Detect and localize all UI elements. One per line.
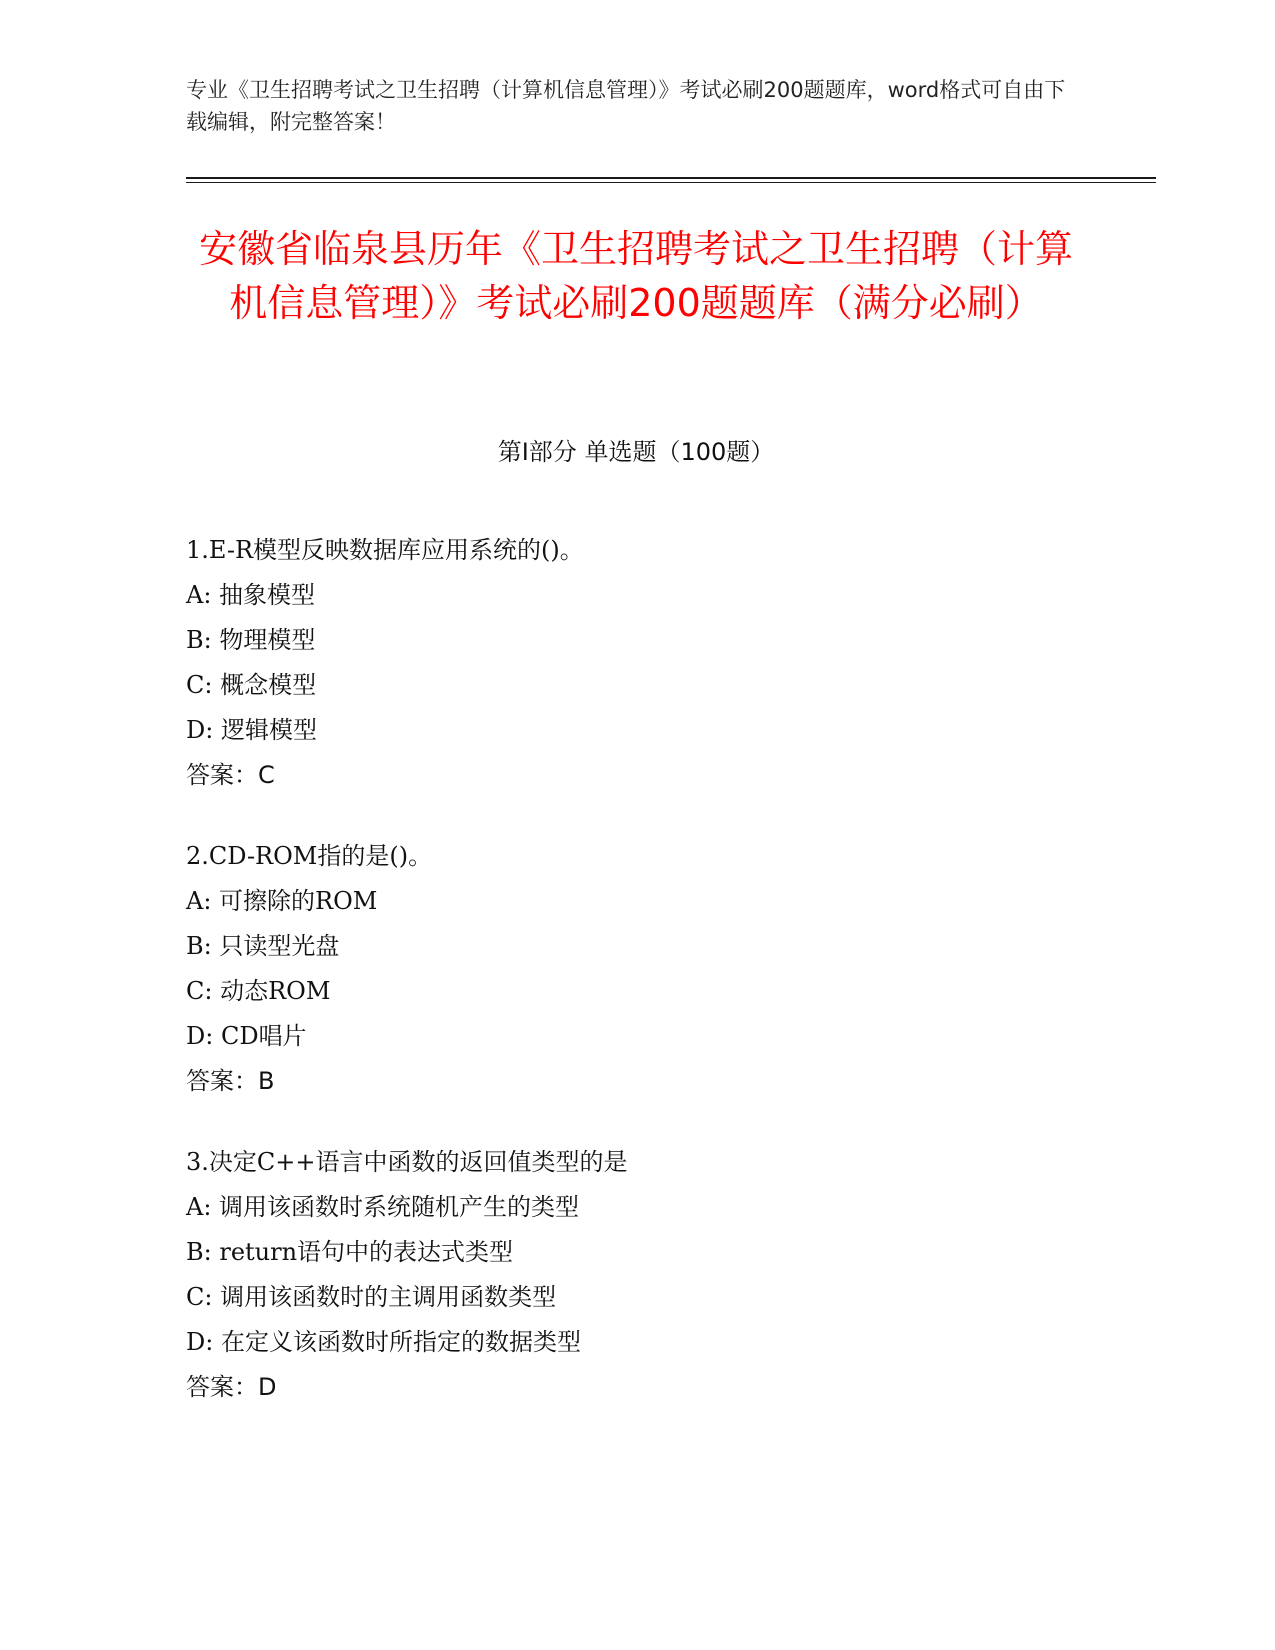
answer: 答案：C: [186, 761, 275, 789]
option-b: B: 物理模型: [186, 626, 316, 654]
document-title: 安徽省临泉县历年《卫生招聘考试之卫生招聘（计算机信息管理）》考试必刷200题题库（满分必刷）: [198, 227, 1073, 325]
answer: 答案：B: [186, 1067, 275, 1095]
question-stem: 2.CD-ROM指的是()。: [186, 842, 433, 870]
option-c: C: 概念模型: [186, 671, 317, 699]
option-d: D: CD唱片: [186, 1022, 307, 1050]
answer: 答案：D: [186, 1373, 277, 1401]
option-c: C: 动态ROM: [186, 977, 331, 1005]
option-d: D: 在定义该函数时所指定的数据类型: [186, 1328, 581, 1356]
option-b: B: 只读型光盘: [186, 932, 340, 960]
question-3: [186, 1140, 1086, 1410]
question-stem: 3.决定C++语言中函数的返回值类型的是: [186, 1148, 628, 1176]
header-divider-thick: [186, 177, 1156, 179]
option-d: D: 逻辑模型: [186, 716, 317, 744]
option-a: A: 抽象模型: [186, 581, 316, 609]
question-2: [186, 834, 1086, 1104]
option-c: C: 调用该函数时的主调用函数类型: [186, 1283, 557, 1311]
header-note: 专业《卫生招聘考试之卫生招聘（计算机信息管理）》考试必刷200题题库，word格式可自由下载编辑，附完整答案！: [186, 78, 1066, 134]
header-divider-thin: [186, 182, 1156, 183]
section-title: 第I部分 单选题（100题）: [497, 438, 775, 466]
option-a: A: 调用该函数时系统随机产生的类型: [186, 1193, 580, 1221]
option-b: B: return语句中的表达式类型: [186, 1238, 514, 1266]
question-1: [186, 528, 1086, 798]
question-stem: 1.E-R模型反映数据库应用系统的()。: [186, 536, 584, 564]
question-list: [186, 528, 1086, 1446]
option-a: A: 可擦除的ROM: [186, 887, 378, 915]
